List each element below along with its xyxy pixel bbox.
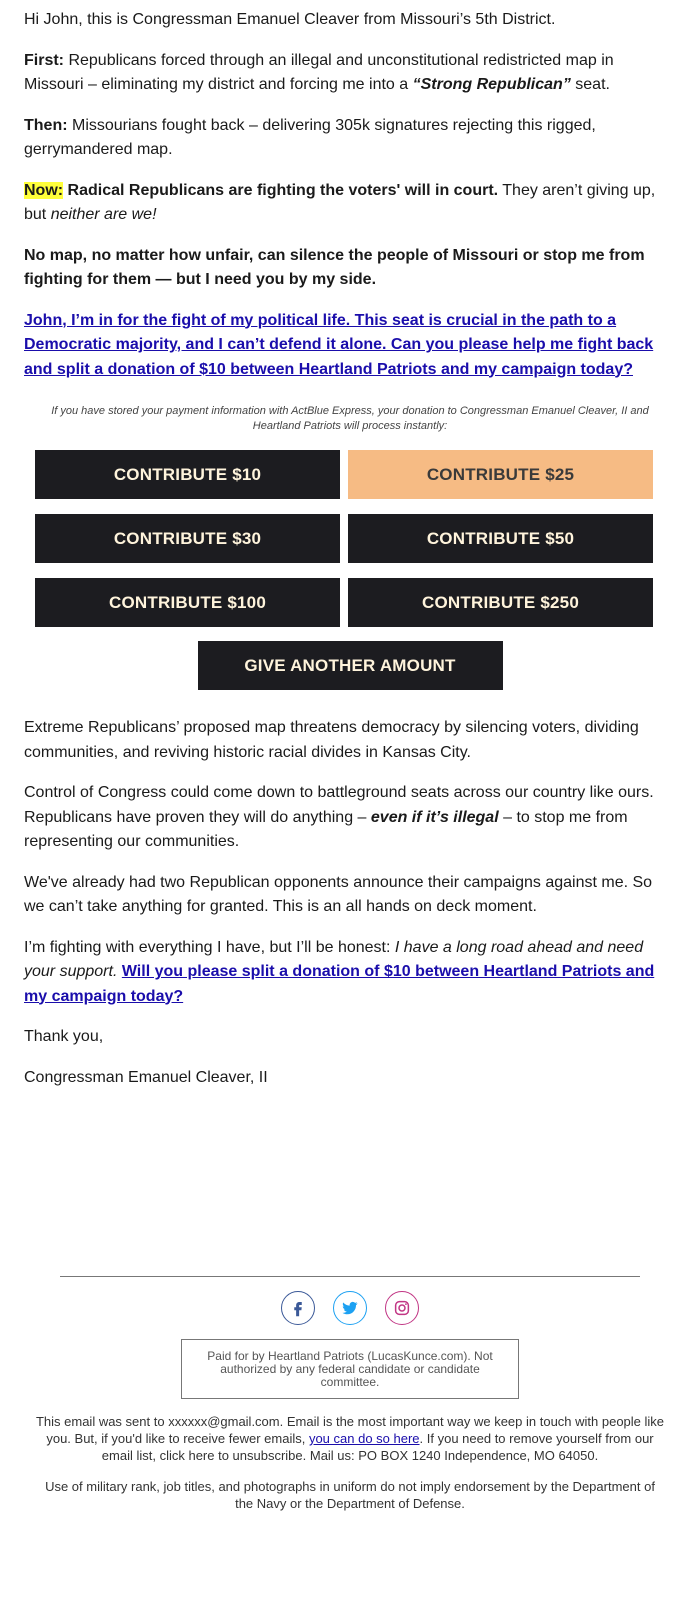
footer-email: xxxxxx@gmail.com (168, 1414, 280, 1429)
facebook-icon[interactable] (281, 1291, 315, 1325)
actblue-fine-print: If you have stored your payment information with ActBlue Express, your donation to Congressman Emanuel Cleaver, II and Heartland Patriots will process instantly: (51, 405, 649, 432)
closing: Thank you, (24, 1028, 104, 1045)
contribute-100-button[interactable]: CONTRIBUTE $100 (35, 578, 340, 627)
contribute-button-grid (35, 450, 676, 627)
now-label: Now: (24, 181, 64, 199)
paragraph-donate-link (24, 309, 676, 383)
paragraph-extreme: Extreme Republicans’ proposed map threatens democracy by silencing voters, dividing communities, and reviving historic racial divides in Kansas City. (24, 719, 639, 761)
now-italic: neither are we! (50, 206, 157, 223)
first-label: First: (24, 51, 64, 69)
fighting-text: I’m fighting with everything I have, but I’ll be honest: (24, 938, 395, 956)
twitter-icon[interactable] (333, 1291, 367, 1325)
contribute-50-button[interactable]: CONTRIBUTE $50 (348, 514, 653, 563)
fewer-emails-link[interactable]: you can do so here (308, 1431, 420, 1446)
contribute-250-button[interactable]: CONTRIBUTE $250 (348, 578, 653, 627)
split-donation-link[interactable]: Will you please split a donation of $10 between Heartland Patriots and my campaign today? (24, 963, 655, 1005)
paragraph-bold-appeal (24, 244, 676, 293)
control-text: Control of Congress could come down to battleground seats across our country like ours. Republicans have proven they will do anything – (24, 784, 654, 826)
paragraph-first (24, 49, 676, 98)
social-links (0, 1291, 700, 1325)
donate-link[interactable]: John, I’m in for the fight of my political life. This seat is crucial in the path to a Democratic majority, and I can’t defend it alone. Can you please help me fight back and split a donation of $10 between Heartland Patriots and my campaign today? (24, 311, 654, 378)
greeting: Hi John, this is Congressman Emanuel Cleaver from Missouri’s 5th District. (24, 11, 556, 28)
footer-text-2: . Email is the most important way we keep in touch with people like you. But, if you'd like to receive fewer emails, (46, 1414, 665, 1446)
paragraph-fighting (24, 936, 676, 1010)
footer-divider (60, 1276, 640, 1277)
strong-republican-emphasis: “Strong Republican” (412, 76, 571, 93)
military-disclaimer: Use of military rank, job titles, and photographs in uniform do not imply endorsement by the Department of the Navy or the Department of Defense. (45, 1479, 655, 1511)
then-text: Missourians fought back – delivering 305k signatures rejecting this rigged, gerrymandered map. (24, 116, 596, 158)
fighting-italic: I have a long road ahead and need your support. (24, 938, 644, 980)
contribute-10-button[interactable]: CONTRIBUTE $10 (35, 450, 340, 499)
first-text: Republicans forced through an illegal and unconstitutional redistricted map in Missouri – eliminating my district and forcing me into a (24, 51, 614, 93)
then-label: Then: (24, 116, 68, 134)
paragraph-now (24, 179, 676, 228)
paragraph-then (24, 114, 676, 163)
first-text-end: seat. (570, 76, 610, 93)
paid-for-disclaimer: Paid for by Heartland Patriots (LucasKunce.com). Not authorized by any federal candidate or candidate committee. (181, 1339, 519, 1399)
control-text-end: – to stop me from representing our communities. (24, 808, 628, 850)
footer-text-1: This email was sent to (35, 1414, 169, 1429)
contribute-25-button[interactable]: CONTRIBUTE $25 (348, 450, 653, 499)
bold-appeal-text: No map, no matter how unfair, can silence the people of Missouri or stop me from fighting for them — but I need you by my side. (24, 246, 645, 288)
signature: Congressman Emanuel Cleaver, II (24, 1068, 268, 1086)
footer-text-3: . If you need to remove yourself from our email list, click here to unsubscribe. Mail us: PO BOX 1240 Independence, MO 64050. (101, 1431, 654, 1463)
give-another-amount-button[interactable]: GIVE ANOTHER AMOUNT (198, 641, 503, 690)
paragraph-opponents: We've already had two Republican opponents announce their campaigns against me. So we can’t take anything for granted. This is an all hands on deck moment. (24, 873, 653, 915)
now-bold: Radical Republicans are fighting the voters' will in court. (63, 181, 499, 199)
illegal-emphasis: even if it’s illegal (370, 808, 499, 826)
now-text: They aren’t giving up, but (24, 181, 656, 223)
footer-text (0, 1413, 700, 1464)
contribute-30-button[interactable]: CONTRIBUTE $30 (35, 514, 340, 563)
paragraph-control (24, 781, 676, 855)
instagram-icon[interactable] (385, 1291, 419, 1325)
